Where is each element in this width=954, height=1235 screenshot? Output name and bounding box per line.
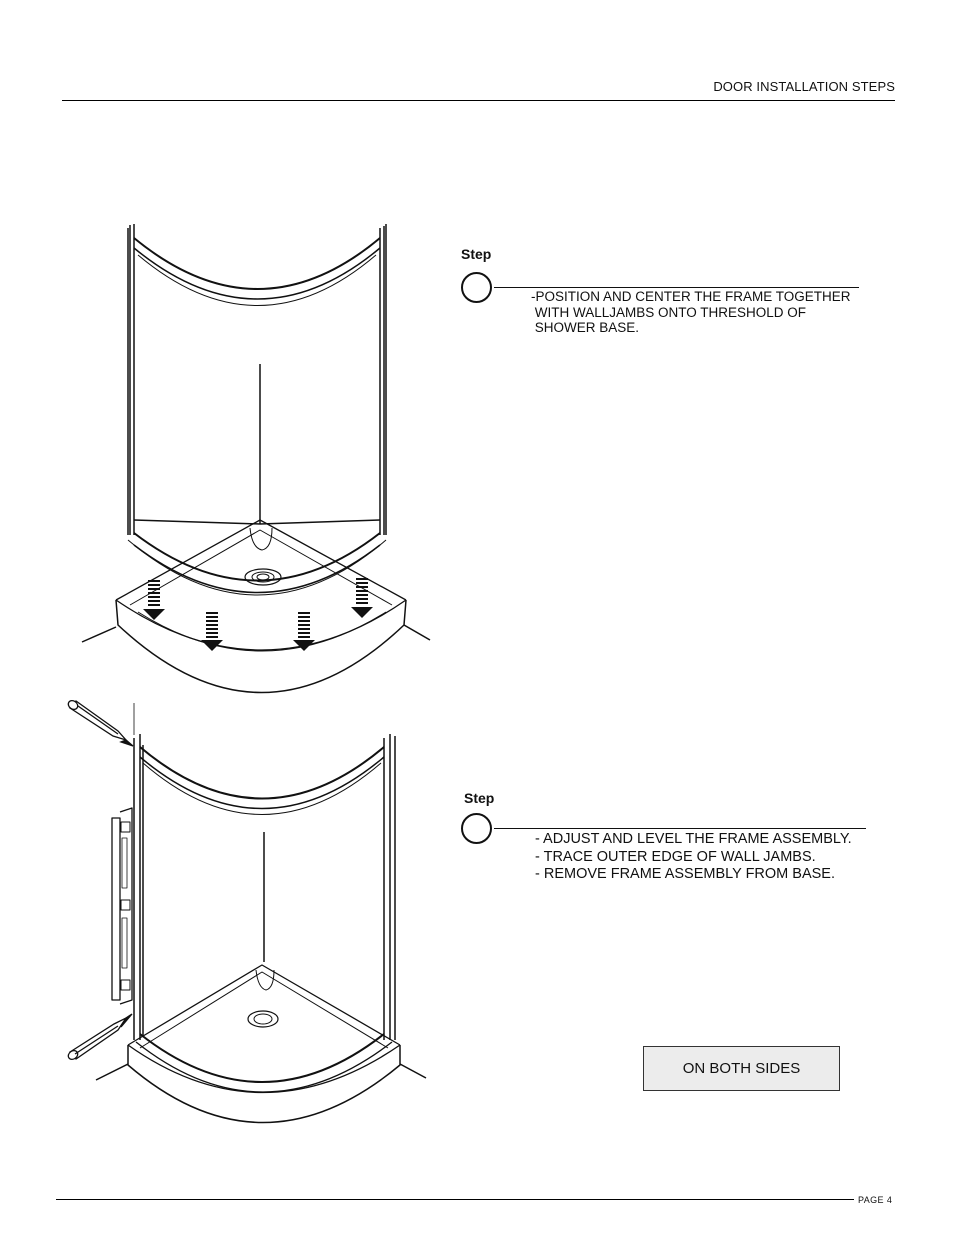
note-text: ON BOTH SIDES bbox=[682, 1060, 801, 1077]
step-1-number-circle bbox=[461, 272, 492, 303]
pencil-icon bbox=[67, 699, 133, 746]
step-1-instructions: -POSITION AND CENTER THE FRAME TOGETHER WITH WALLJAMBS ONTO THRESHOLD OF SHOWER BASE. bbox=[531, 289, 851, 335]
step-1-label: Step bbox=[461, 246, 492, 262]
step-2-number-circle bbox=[461, 813, 492, 844]
step-2-rule bbox=[494, 828, 866, 829]
step-2-label: Step bbox=[464, 790, 495, 806]
pencil-icon bbox=[67, 1014, 132, 1061]
footer-divider bbox=[56, 1199, 854, 1200]
step-1-rule bbox=[494, 287, 859, 288]
page-number: PAGE 4 bbox=[858, 1195, 893, 1205]
note-box bbox=[643, 1046, 840, 1091]
page-header-title: DOOR INSTALLATION STEPS bbox=[713, 79, 895, 94]
step-2-instructions: - ADJUST AND LEVEL THE FRAME ASSEMBLY. - TRACE OUTER EDGE OF WALL JAMBS. - REMOVE FRAME ASSEMBLY FROM BASE. bbox=[535, 831, 852, 882]
